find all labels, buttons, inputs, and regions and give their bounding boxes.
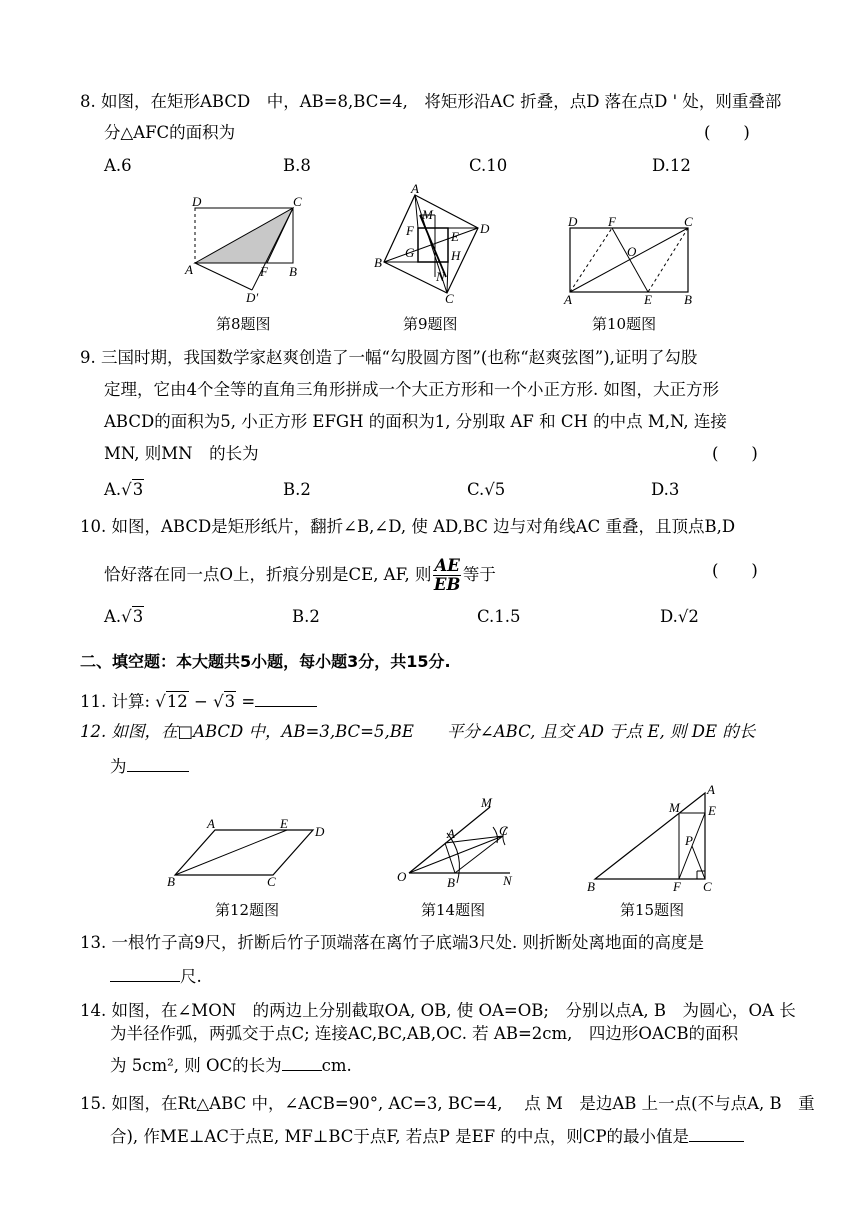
q8-option-a: A.6	[104, 156, 132, 175]
q14-answer-blank	[282, 1054, 322, 1071]
fig15-label-f: F	[673, 879, 681, 894]
fig10-label-d: D	[568, 214, 578, 229]
q14-line3: 为 5cm², 则 OC的长为 cm.	[110, 1056, 352, 1075]
fig9-label-h: H	[451, 248, 461, 263]
fig8-label-c: C	[293, 194, 302, 209]
figure-9	[370, 181, 500, 306]
q9-option-b: B.2	[283, 480, 311, 499]
fig10-label-o: O	[627, 244, 637, 259]
q10-option-d: D.√2	[660, 607, 699, 626]
q12-line2: 为	[110, 755, 189, 778]
fig9-label-b: B	[374, 255, 382, 270]
fig8-caption: 第8题图	[216, 315, 271, 333]
fig9-label-d: D	[480, 221, 490, 236]
fig12-label-c: C	[267, 874, 276, 889]
fig14-label-c: C	[499, 823, 508, 838]
fig14-label-n: N	[503, 873, 512, 888]
q9-line3: ABCD的面积为5, 小正方形 EFGH 的面积为1, 分别取 AF 和 CH 的中点 M,N, 连接	[104, 412, 727, 431]
fig10-label-f: F	[608, 214, 616, 229]
section2-title: 二、填空题：本大题共5小题，每小题3分，共15分.	[80, 652, 451, 671]
q10-fraction: $\frac{AE}{EB}$	[433, 556, 461, 594]
fig15-label-c: C	[703, 879, 712, 894]
q8-option-b: B.8	[283, 156, 311, 175]
fig8-label-dprime: D′	[246, 290, 259, 305]
figure-14	[395, 795, 525, 895]
fig12-label-e: E	[280, 816, 288, 831]
q9-line2: 定理，它由4个全等的直角三角形拼成一个大正方形和一个小正方形. 如图，大正方形	[104, 380, 719, 399]
fig12-label-b: B	[167, 874, 175, 889]
q9-option-c: C.√5	[467, 480, 506, 499]
q10-option-c: C.1.5	[477, 607, 521, 626]
q10-line2: 恰好落在同一点O上，折痕分别是CE, AF, 则 $\frac{AE}{EB}$ 等于	[104, 556, 496, 594]
q9-line4: MN, 则MN 的长为	[104, 444, 259, 463]
fig9-caption: 第9题图	[403, 315, 458, 333]
fig14-label-b: B	[447, 875, 455, 890]
q10-option-a: A.√3	[104, 607, 144, 626]
fig10-label-e: E	[644, 292, 652, 307]
fig8-label-d: D	[192, 194, 202, 209]
q15-line1: 15. 如图，在Rt△ABC 中，∠ACB=90°, AC=3, BC=4, 点 M 是边AB 上一点(不与点A, B 重	[80, 1094, 815, 1113]
q14-line1: 14. 如图，在∠MON 的两边上分别截取OA, OB, 使 OA=OB; 分别以点A, B 为圆心，OA 长	[80, 1001, 796, 1020]
q11-answer-blank	[255, 690, 317, 707]
q15-line2: 合), 作ME⊥AC于点E, MF⊥BC于点F, 若点P 是EF 的中点，则CP的最小值是	[110, 1125, 744, 1148]
fig8-label-b: B	[289, 264, 297, 279]
fig8-label-f: F	[260, 264, 268, 279]
fig15-label-e: E	[708, 803, 716, 818]
q12-line1: 12. 如图，在□ABCD 中，AB=3,BC=5,BE 平分∠ABC, 且交 AD 于点 E, 则 DE 的长	[80, 722, 756, 741]
fig14-label-o: O	[397, 869, 407, 884]
fig14-label-a: A	[447, 826, 455, 841]
q8-option-c: C.10	[469, 156, 508, 175]
fig9-label-e: E	[451, 229, 459, 244]
fig12-label-d: D	[315, 824, 325, 839]
fig15-label-p: P	[685, 833, 693, 848]
q13-line2: 尺.	[110, 965, 202, 988]
q8-line2: 分△AFC的面积为	[104, 123, 236, 142]
q11-line: 11. 计算: √12 − √3 =	[80, 690, 317, 713]
fig10-label-b: B	[684, 292, 692, 307]
q8-option-d: D.12	[652, 156, 691, 175]
q9-answer-paren: ( )	[712, 444, 758, 463]
q9-line1: 9. 三国时期，我国数学家赵爽创造了一幅“勾股圆方图”(也称“赵爽弦图”),证明了勾股	[80, 348, 698, 367]
q9-option-d: D.3	[651, 480, 680, 499]
fig8-label-a: A	[185, 262, 193, 277]
fig14-label-m: M	[481, 795, 492, 810]
fig10-caption: 第10题图	[592, 315, 657, 333]
figure-10	[560, 210, 700, 310]
fig9-label-m: M	[422, 207, 433, 222]
fig10-label-a: A	[564, 292, 572, 307]
fig12-caption: 第12题图	[215, 901, 280, 919]
figure-8	[180, 190, 310, 305]
fig15-label-m: M	[669, 800, 680, 815]
fig15-caption: 第15题图	[620, 901, 685, 919]
fig9-label-n: N	[436, 269, 445, 284]
q13-line1: 13. 一根竹子高9尺，折断后竹子顶端落在离竹子底端3尺处. 则折断处离地面的高度是	[80, 933, 704, 952]
figure-12	[165, 816, 335, 890]
fig12-label-a: A	[207, 816, 215, 831]
q13-answer-blank	[110, 965, 180, 982]
figure-15	[585, 782, 725, 895]
fig9-label-g: G	[405, 245, 415, 260]
fig14-caption: 第14题图	[421, 901, 486, 919]
q15-answer-blank	[689, 1125, 744, 1142]
fig9-label-a: A	[411, 181, 419, 196]
q14-line2: 为半径作弧，两弧交于点C; 连接AC,BC,AB,OC. 若 AB=2cm, 四边形OACB的面积	[110, 1024, 739, 1043]
q10-line1: 10. 如图，ABCD是矩形纸片，翻折∠B,∠D, 使 AD,BC 边与对角线AC 重叠，且顶点B,D	[80, 517, 736, 536]
fig9-label-f: F	[406, 223, 414, 238]
fig10-label-c: C	[684, 214, 693, 229]
q12-answer-blank	[127, 755, 189, 772]
fig15-label-b: B	[587, 879, 595, 894]
fig9-label-c: C	[445, 291, 454, 306]
q10-option-b: B.2	[292, 607, 320, 626]
q8-line1: 8. 如图，在矩形ABCD 中，AB=8,BC=4, 将矩形沿AC 折叠，点D 落在点D ' 处，则重叠部	[80, 92, 782, 111]
q10-answer-paren: ( )	[712, 561, 758, 580]
q9-option-a: A.√3	[104, 480, 144, 499]
q8-answer-paren: ( )	[704, 123, 750, 142]
fig15-label-a: A	[707, 782, 715, 797]
